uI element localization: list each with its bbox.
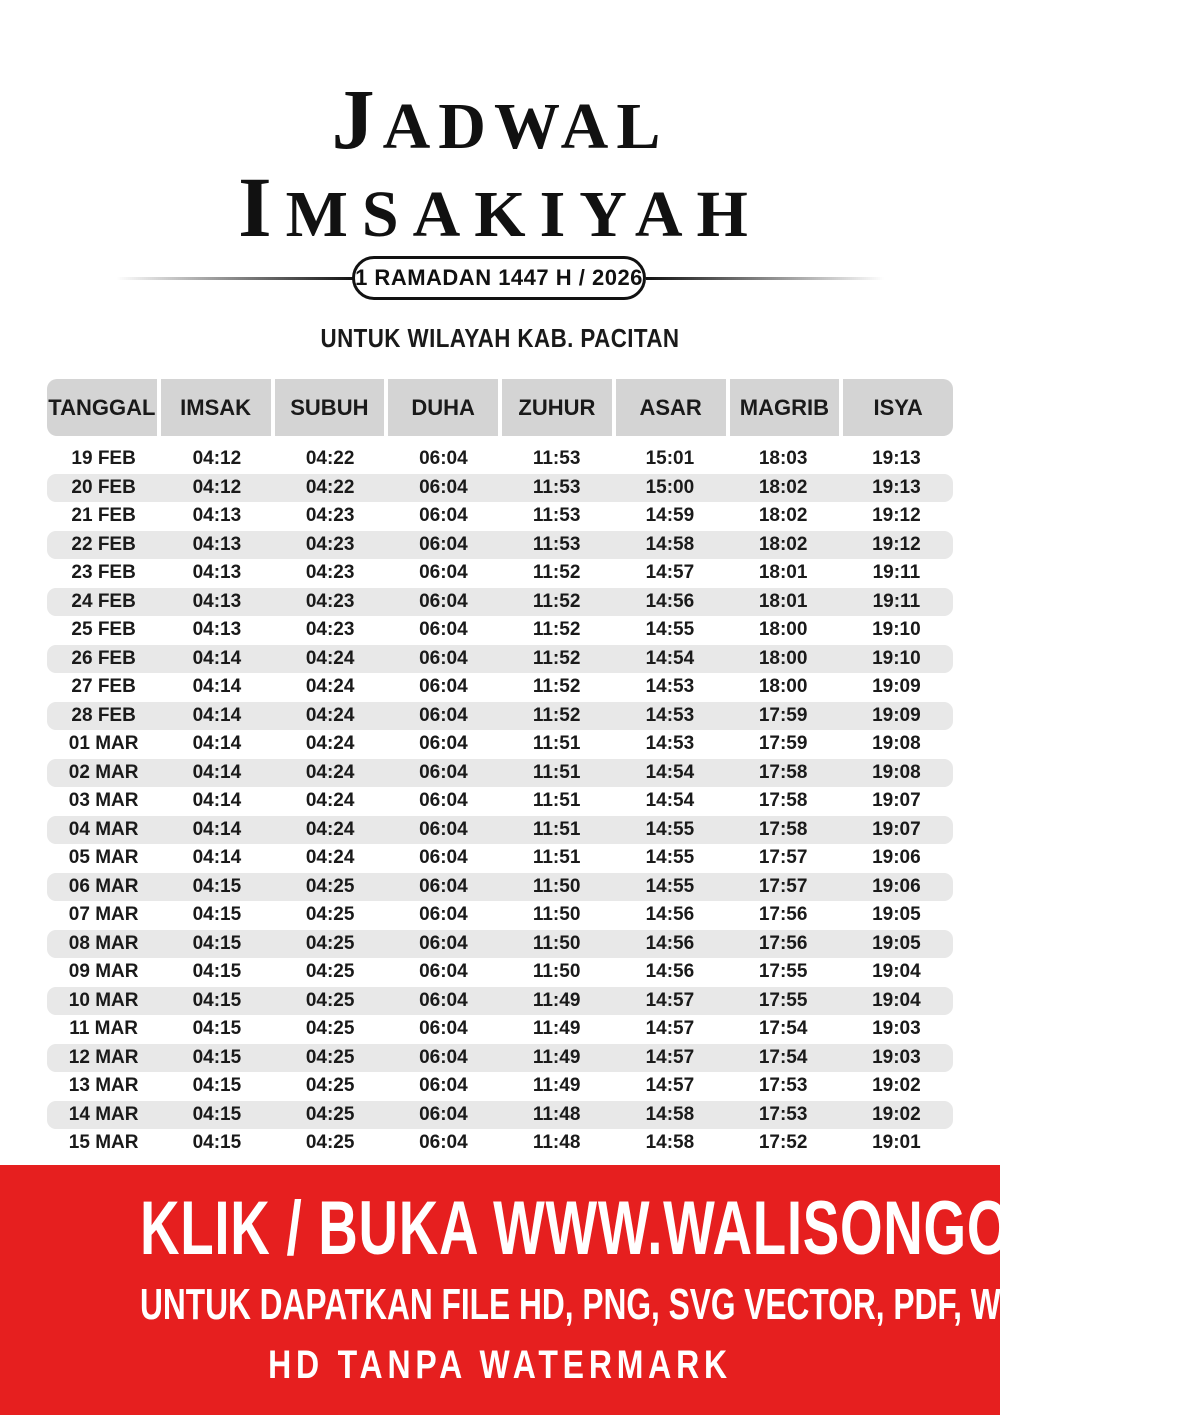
cell-isya: 19:01 [872,1132,921,1154]
cell-zuhur: 11:52 [532,562,581,584]
cell-subuh: 04:23 [305,533,355,555]
cell-imsak: 04:12 [192,476,242,498]
table-row [47,502,953,531]
table-row [47,616,953,645]
column-header-duha: DUHA [388,379,498,436]
cell-magrib: 18:02 [758,476,808,498]
title-initial: I [238,159,286,255]
cell-subuh: 04:23 [305,505,355,527]
cell-tanggal: 02 MAR [68,761,139,783]
cell-magrib: 17:56 [758,904,808,926]
cell-subuh: 04:22 [305,476,355,498]
cell-asar: 14:58 [645,1103,695,1125]
cell-magrib: 17:58 [758,818,808,840]
cell-magrib: 17:55 [758,989,808,1011]
cell-duha: 06:04 [419,505,468,527]
cell-imsak: 04:15 [192,961,242,983]
cell-imsak: 04:15 [192,989,242,1011]
cell-duha: 06:04 [419,1018,468,1040]
cell-duha: 06:04 [419,704,468,726]
table-row [47,759,953,788]
divider-left [116,277,354,280]
cell-zuhur: 11:48 [532,1103,581,1125]
cell-imsak: 04:13 [192,505,242,527]
table-row [47,1129,953,1158]
cell-imsak: 04:14 [192,761,242,783]
cell-duha: 06:04 [419,847,468,869]
cell-zuhur: 11:51 [532,733,581,755]
cell-subuh: 04:25 [305,1075,355,1097]
banner-headline[interactable]: KLIK / BUKA WWW.WALISONGO.CO.ID [140,1186,1182,1271]
cell-isya: 19:10 [872,647,921,669]
cell-imsak: 04:12 [192,448,242,470]
cell-subuh: 04:25 [305,932,355,954]
cell-magrib: 17:59 [758,733,808,755]
cell-isya: 19:11 [872,562,921,584]
cell-subuh: 04:24 [305,733,355,755]
cell-duha: 06:04 [419,875,468,897]
cell-zuhur: 11:52 [532,676,581,698]
cell-tanggal: 01 MAR [68,733,139,755]
cell-tanggal: 11 MAR [69,1018,138,1040]
cell-zuhur: 11:49 [532,1075,581,1097]
table-row [47,1044,953,1073]
cell-imsak: 04:15 [192,1075,242,1097]
table-row [47,588,953,617]
cell-tanggal: 21 FEB [71,505,136,527]
cell-isya: 19:03 [872,1046,921,1068]
cell-isya: 19:02 [872,1103,921,1125]
table-row [47,702,953,731]
cell-asar: 15:00 [645,476,695,498]
cell-magrib: 18:03 [758,448,808,470]
cell-tanggal: 12 MAR [68,1046,139,1068]
cell-magrib: 18:01 [758,562,808,584]
cell-imsak: 04:15 [192,1103,242,1125]
cell-magrib: 18:01 [758,590,808,612]
column-header-subuh: SUBUH [275,379,385,436]
cell-subuh: 04:25 [305,904,355,926]
cell-subuh: 04:23 [305,619,355,641]
cell-subuh: 04:25 [305,1018,355,1040]
cell-subuh: 04:25 [305,1046,355,1068]
cell-tanggal: 23 FEB [71,562,136,584]
cell-subuh: 04:24 [305,818,355,840]
cell-zuhur: 11:50 [532,875,581,897]
cell-duha: 06:04 [419,1046,468,1068]
cell-duha: 06:04 [419,733,468,755]
cell-tanggal: 07 MAR [68,904,139,926]
cell-subuh: 04:24 [305,790,355,812]
cell-isya: 19:08 [872,761,921,783]
cell-asar: 14:57 [645,1046,695,1068]
cell-zuhur: 11:52 [532,619,581,641]
promo-banner[interactable] [0,1165,1194,1415]
cell-isya: 19:03 [872,1018,921,1040]
region-label: UNTUK WILAYAH KAB. PACITAN [320,323,680,353]
column-header-zuhur: ZUHUR [502,379,612,436]
cell-duha: 06:04 [419,1103,468,1125]
table-row [47,958,953,987]
cell-magrib: 17:59 [758,704,808,726]
cell-tanggal: 20 FEB [71,476,136,498]
cell-isya: 19:13 [872,476,921,498]
ramadan-subtitle-badge: 1 RAMADAN 1447 H / 2026 [352,256,646,300]
cell-asar: 14:56 [645,961,695,983]
cell-magrib: 17:55 [758,961,808,983]
cell-subuh: 04:24 [305,761,355,783]
table-row [47,873,953,902]
title-initial: J [331,71,383,167]
cell-imsak: 04:15 [192,1018,242,1040]
banner-note: HD TANPA WATERMARK [268,1343,732,1387]
cell-magrib: 17:53 [758,1075,808,1097]
cell-isya: 19:08 [872,733,921,755]
title-line-1 [0,71,1000,167]
cell-subuh: 04:25 [305,1132,355,1154]
cell-tanggal: 24 FEB [71,590,136,612]
table-row [47,1101,953,1130]
cell-duha: 06:04 [419,647,468,669]
cell-imsak: 04:14 [192,790,242,812]
cell-imsak: 04:13 [192,562,242,584]
cell-subuh: 04:25 [305,1103,355,1125]
cell-asar: 14:53 [645,733,695,755]
table-row [47,930,953,959]
cell-isya: 19:07 [872,818,921,840]
cell-asar: 14:55 [645,619,695,641]
cell-tanggal: 13 MAR [68,1075,139,1097]
table-row [47,445,953,474]
cell-asar: 14:54 [645,647,695,669]
cell-magrib: 18:02 [758,533,808,555]
cell-isya: 19:05 [872,932,921,954]
cell-magrib: 18:02 [758,505,808,527]
cell-asar: 14:55 [645,875,695,897]
cell-duha: 06:04 [419,619,468,641]
cell-tanggal: 04 MAR [68,818,139,840]
cell-imsak: 04:15 [192,932,242,954]
cell-zuhur: 11:50 [532,904,581,926]
cell-magrib: 17:57 [758,847,808,869]
cell-magrib: 18:00 [758,676,808,698]
cell-magrib: 17:56 [758,932,808,954]
cell-tanggal: 27 FEB [71,676,136,698]
title-rest: ADWAL [382,90,669,163]
cell-asar: 14:54 [645,761,695,783]
cell-subuh: 04:24 [305,704,355,726]
table-row [47,559,953,588]
cell-asar: 14:54 [645,790,695,812]
cell-tanggal: 06 MAR [68,875,139,897]
cell-imsak: 04:14 [192,676,242,698]
table-row [47,730,953,759]
cell-magrib: 17:54 [758,1046,808,1068]
cell-tanggal: 15 MAR [68,1132,139,1154]
cell-isya: 19:09 [872,704,921,726]
cell-duha: 06:04 [419,1132,468,1154]
cell-asar: 14:53 [645,676,695,698]
schedule-table [47,379,953,1158]
cell-tanggal: 05 MAR [68,847,139,869]
cell-isya: 19:13 [872,448,921,470]
cell-isya: 19:07 [872,790,921,812]
cell-asar: 14:57 [645,1018,695,1040]
banner-subline: UNTUK DAPATKAN FILE HD, PNG, SVG VECTOR, PDF, WORD, EXCEL [140,1280,1194,1329]
cell-duha: 06:04 [419,448,468,470]
cell-zuhur: 11:53 [532,505,581,527]
cell-tanggal: 08 MAR [68,932,139,954]
table-row [47,474,953,503]
column-header-magrib: MAGRIB [730,379,840,436]
table-row [47,1015,953,1044]
cell-magrib: 17:54 [758,1018,808,1040]
cell-duha: 06:04 [419,676,468,698]
cell-zuhur: 11:49 [532,1046,581,1068]
cell-asar: 14:55 [645,847,695,869]
cell-asar: 14:56 [645,904,695,926]
cell-subuh: 04:24 [305,676,355,698]
cell-zuhur: 11:51 [532,761,581,783]
column-header-asar: ASAR [616,379,726,436]
cell-duha: 06:04 [419,562,468,584]
table-row [47,645,953,674]
cell-magrib: 18:00 [758,647,808,669]
cell-magrib: 18:00 [758,619,808,641]
divider-right [646,277,884,280]
cell-tanggal: 19 FEB [71,448,136,470]
cell-isya: 19:12 [872,505,921,527]
cell-zuhur: 11:49 [532,1018,581,1040]
cell-asar: 14:58 [645,533,695,555]
table-row [47,844,953,873]
cell-asar: 14:56 [645,590,695,612]
cell-imsak: 04:14 [192,647,242,669]
cell-zuhur: 11:51 [532,790,581,812]
cell-asar: 14:59 [645,505,695,527]
cell-zuhur: 11:52 [532,647,581,669]
cell-magrib: 17:58 [758,790,808,812]
cell-asar: 14:57 [645,989,695,1011]
cell-subuh: 04:25 [305,875,355,897]
cell-duha: 06:04 [419,590,468,612]
cell-tanggal: 28 FEB [71,704,136,726]
cell-zuhur: 11:49 [532,989,581,1011]
cell-zuhur: 11:53 [532,476,581,498]
cell-asar: 14:57 [645,562,695,584]
cell-isya: 19:02 [872,1075,921,1097]
cell-magrib: 17:58 [758,761,808,783]
cell-imsak: 04:13 [192,619,242,641]
cell-duha: 06:04 [419,961,468,983]
cell-asar: 15:01 [645,448,695,470]
column-header-imsak: IMSAK [161,379,271,436]
cell-subuh: 04:23 [305,562,355,584]
cell-tanggal: 14 MAR [68,1103,139,1125]
cell-duha: 06:04 [419,1075,468,1097]
cell-duha: 06:04 [419,989,468,1011]
cell-magrib: 17:57 [758,875,808,897]
cell-magrib: 17:52 [758,1132,808,1154]
cell-tanggal: 22 FEB [71,533,136,555]
table-header [47,379,953,436]
title-line-2 [0,159,1000,255]
table-row [47,816,953,845]
cell-subuh: 04:25 [305,989,355,1011]
cell-imsak: 04:14 [192,818,242,840]
table-row [47,531,953,560]
cell-duha: 06:04 [419,818,468,840]
cell-imsak: 04:14 [192,704,242,726]
column-header-tanggal: TANGGAL [47,379,157,436]
cell-isya: 19:09 [872,676,921,698]
cell-tanggal: 09 MAR [68,961,139,983]
cell-subuh: 04:24 [305,847,355,869]
cell-subuh: 04:23 [305,590,355,612]
cell-duha: 06:04 [419,533,468,555]
cell-imsak: 04:13 [192,533,242,555]
cell-imsak: 04:15 [192,1046,242,1068]
cell-subuh: 04:24 [305,647,355,669]
table-row [47,1072,953,1101]
cell-zuhur: 11:52 [532,704,581,726]
cell-imsak: 04:15 [192,1132,242,1154]
cell-isya: 19:06 [872,847,921,869]
cell-imsak: 04:13 [192,590,242,612]
cell-asar: 14:56 [645,932,695,954]
cell-isya: 19:05 [872,904,921,926]
table-body [47,445,953,1158]
cell-asar: 14:57 [645,1075,695,1097]
cell-isya: 19:04 [872,961,921,983]
cell-duha: 06:04 [419,932,468,954]
table-row [47,787,953,816]
cell-zuhur: 11:50 [532,961,581,983]
column-header-isya: ISYA [843,379,953,436]
table-row [47,987,953,1016]
cell-imsak: 04:14 [192,733,242,755]
cell-magrib: 17:53 [758,1103,808,1125]
cell-isya: 19:12 [872,533,921,555]
cell-imsak: 04:14 [192,847,242,869]
cell-imsak: 04:15 [192,904,242,926]
cell-duha: 06:04 [419,761,468,783]
table-row [47,673,953,702]
cell-imsak: 04:15 [192,875,242,897]
cell-zuhur: 11:48 [532,1132,581,1154]
cell-tanggal: 03 MAR [68,790,139,812]
cell-zuhur: 11:50 [532,932,581,954]
title-rest: MSAKIYAH [285,178,762,251]
cell-asar: 14:58 [645,1132,695,1154]
cell-subuh: 04:25 [305,961,355,983]
cell-asar: 14:55 [645,818,695,840]
table-row [47,901,953,930]
cell-isya: 19:11 [872,590,921,612]
cell-isya: 19:04 [872,989,921,1011]
cell-zuhur: 11:53 [532,533,581,555]
cell-isya: 19:10 [872,619,921,641]
cell-tanggal: 10 MAR [68,989,139,1011]
cell-asar: 14:53 [645,704,695,726]
cell-isya: 19:06 [872,875,921,897]
cell-zuhur: 11:52 [532,590,581,612]
cell-duha: 06:04 [419,476,468,498]
cell-zuhur: 11:53 [532,448,581,470]
cell-tanggal: 26 FEB [71,647,136,669]
cell-duha: 06:04 [419,904,468,926]
cell-subuh: 04:22 [305,448,355,470]
cell-tanggal: 25 FEB [71,619,136,641]
cell-duha: 06:04 [419,790,468,812]
cell-zuhur: 11:51 [532,818,581,840]
cell-zuhur: 11:51 [532,847,581,869]
